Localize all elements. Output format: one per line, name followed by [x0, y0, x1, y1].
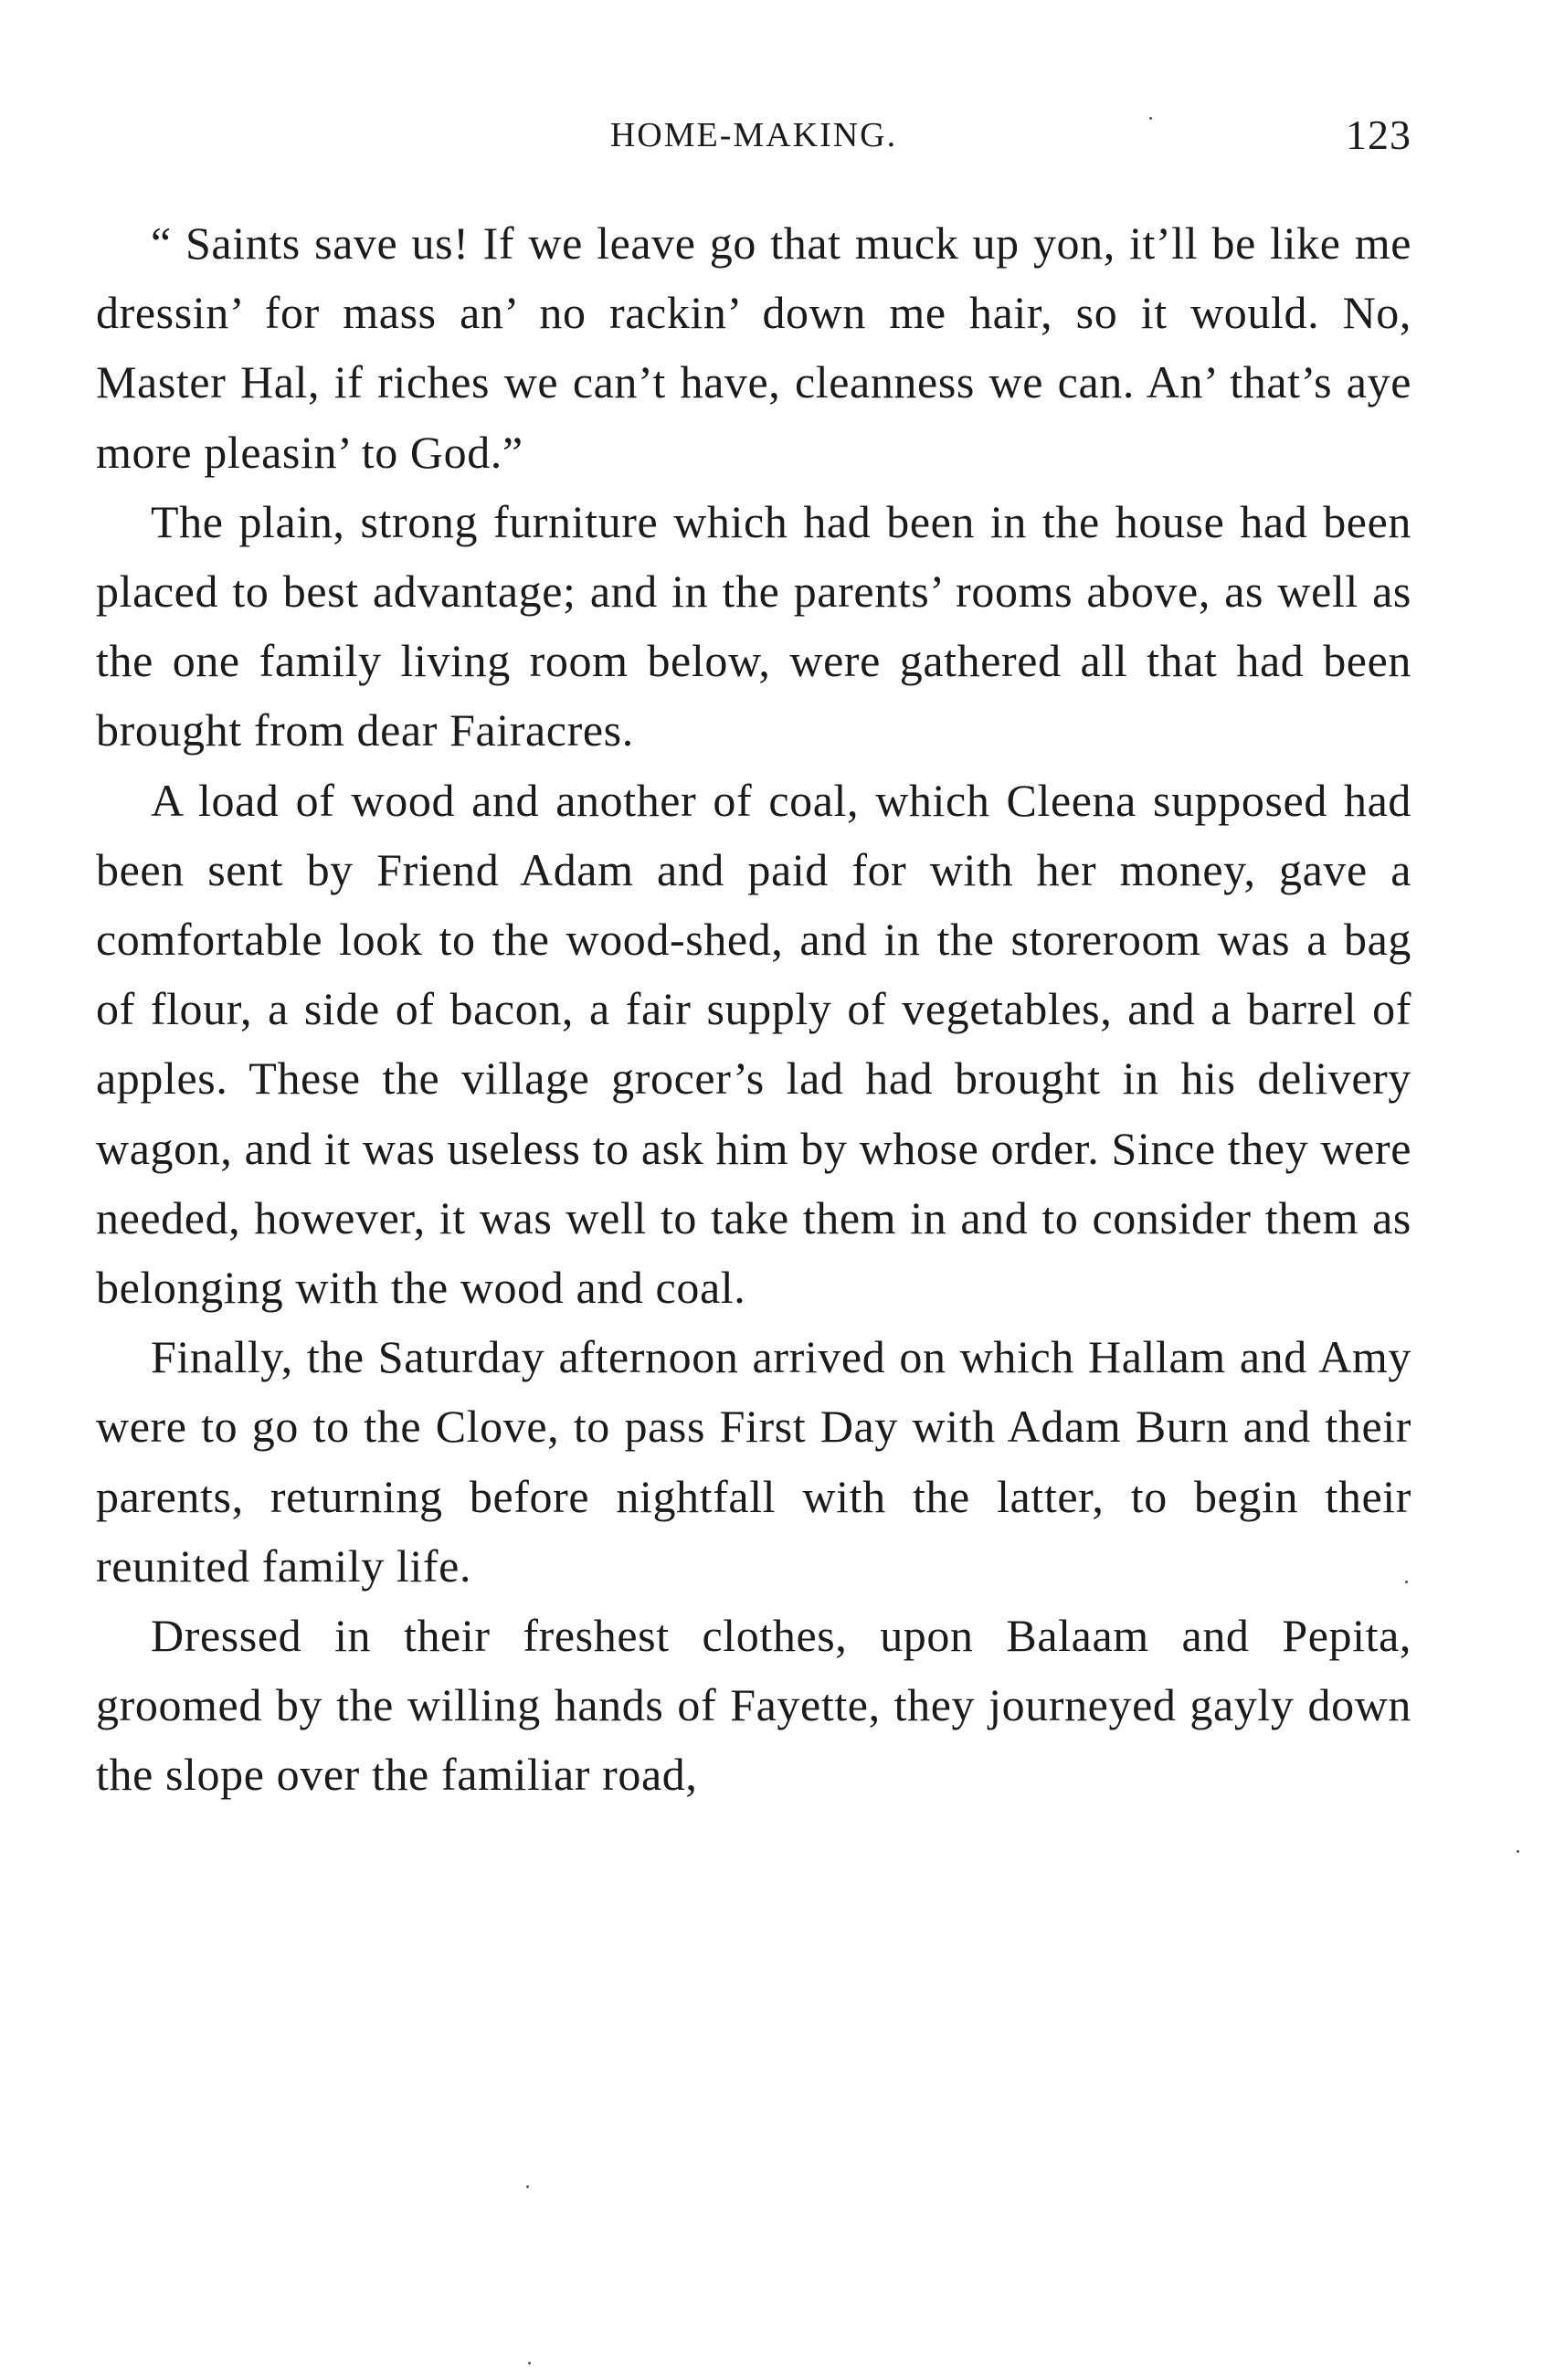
print-speck: [526, 2185, 529, 2188]
running-head: [96, 108, 1411, 163]
print-speck: [1517, 1850, 1519, 1853]
paragraph-supplies: A load of wood and another of coal, which Cleena supposed had been sent by Friend Adam and paid for with her money, gave a comfortable look to the wood-shed, and in the storeroom was a bag of flour, a side of bacon, a fair supply of vegetables, and a barrel of apples. These the village grocer’s lad had brought in his delivery wagon, and it was useless to ask him by whose order. Since they were needed, however, it was well to take them in and to consider them as belonging with the wood and coal.: [96, 774, 1411, 1314]
print-speck: [528, 2362, 531, 2364]
print-speck: [1405, 1581, 1408, 1583]
paragraph-dialogue: “ Saints save us! If we leave go that muck up yon, it’ll be like me dressin’ for mass an’ no rackin’ down me hair, so it would. No, Master Hal, if riches we can’t have, cleanness we can. An’ that’s aye more pleasin’ to God.”: [96, 217, 1411, 478]
body-text: [96, 208, 1411, 1810]
running-title: HOME-MAKING.: [609, 116, 898, 154]
page-number: 123: [1346, 111, 1411, 158]
paragraph-saturday: Finally, the Saturday afternoon arrived on which Hallam and Amy were to go to the Clove, to pass First Day with Adam Burn and their parents, returning before nightfall with the latter, to begin their reunited family life.: [96, 1331, 1411, 1592]
print-speck: [1149, 117, 1152, 120]
paragraph-journey: Dressed in their freshest clothes, upon Balaam and Pepita, groomed by the willing hands of Fayette, they journeyed gayly down the slope over the familiar road,: [96, 1610, 1411, 1801]
paragraph-furniture: The plain, strong furniture which had been in the house had been placed to best advantage; and in the parents’ rooms above, as well as the one family living room below, were gathered all that had been brought from dear Fairacres.: [96, 495, 1411, 756]
